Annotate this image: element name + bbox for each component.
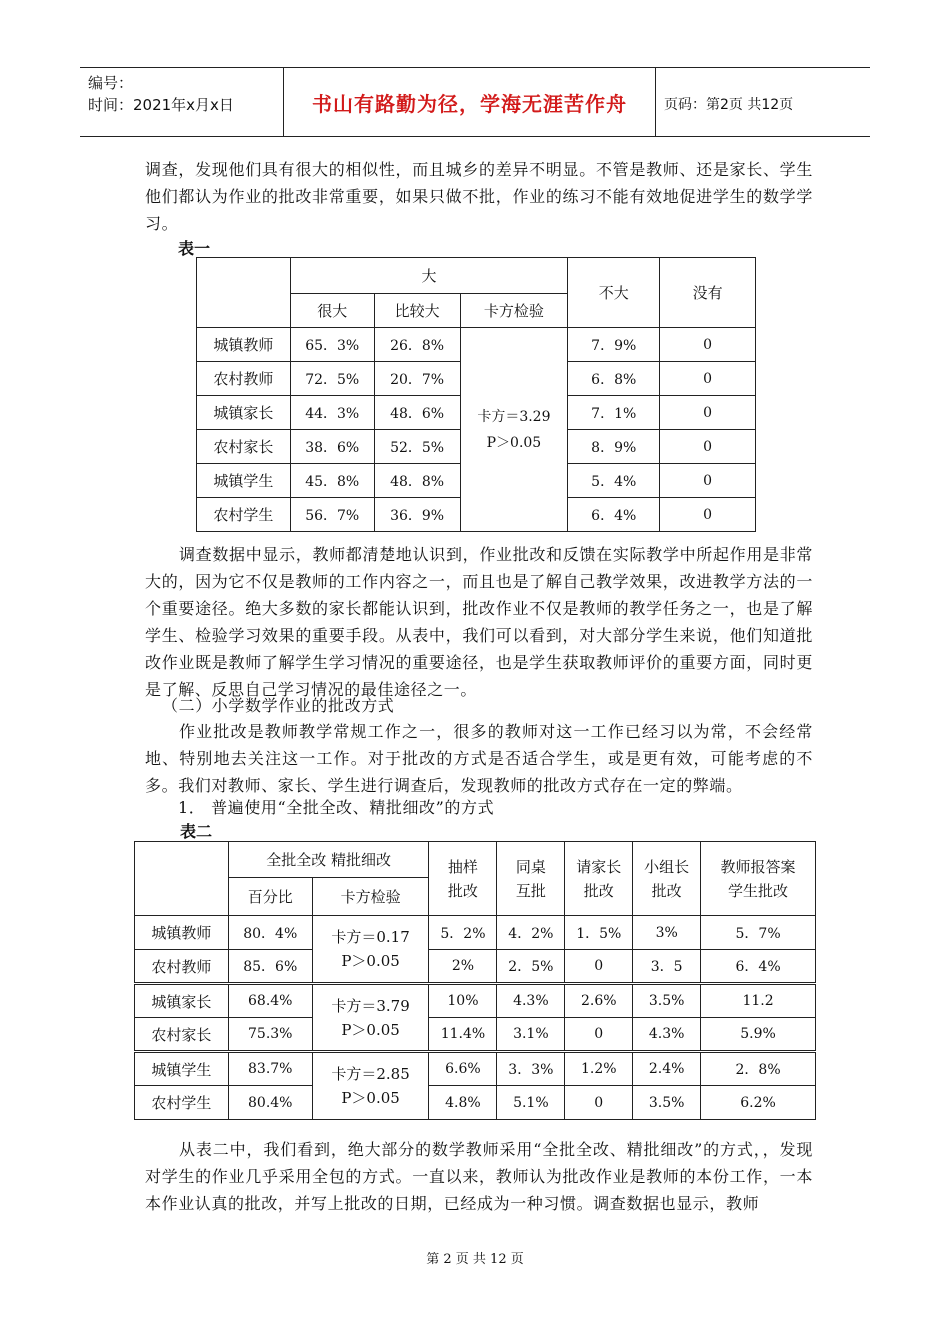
- cell-very: 38．6%: [290, 430, 374, 464]
- header-line: 批改: [583, 881, 614, 900]
- chi-value: 卡方＝0.17: [331, 928, 410, 946]
- cell-none: 0: [660, 396, 756, 430]
- cell-parent: 1．5%: [565, 916, 633, 950]
- header-line: 小组长: [644, 857, 690, 876]
- row-label: 城镇教师: [197, 328, 291, 362]
- row-label: 城镇教师: [135, 916, 229, 950]
- table-one: [196, 257, 756, 532]
- cell-not: 6．8%: [568, 362, 660, 396]
- cell-answer: 6.2%: [701, 1086, 816, 1120]
- cell-none: 0: [660, 430, 756, 464]
- table1-col-very: 很大: [290, 294, 374, 328]
- cell-not: 6．4%: [568, 498, 660, 532]
- row-label: 城镇学生: [135, 1052, 229, 1086]
- p-value: P＞0.05: [341, 1089, 400, 1107]
- cell-sample: 11.4%: [429, 1018, 497, 1052]
- section-heading: （二）小学数学作业的批改方式: [162, 696, 395, 715]
- row-label: 城镇家长: [135, 984, 229, 1018]
- cell-fairly: 52．5%: [374, 430, 460, 464]
- p-value: P＞0.05: [341, 952, 400, 970]
- table-row: [135, 984, 816, 1018]
- cell-sample: 4.8%: [429, 1086, 497, 1120]
- cell-not: 8．9%: [568, 430, 660, 464]
- table1-label: 表一: [178, 239, 211, 258]
- header-line: 学生批改: [728, 881, 789, 900]
- header-meta: [88, 72, 288, 116]
- chi-value: 卡方＝3.79: [331, 996, 410, 1015]
- cell-parent: 0: [565, 1018, 633, 1052]
- cell-parent: 0: [565, 950, 633, 984]
- table1-col-fairly: 比较大: [374, 294, 460, 328]
- header-divider: [655, 68, 656, 136]
- row-label: 农村家长: [197, 430, 291, 464]
- page-footer: 第 2 页 共 12 页: [426, 1252, 524, 1267]
- table1-chi-cell: [460, 328, 568, 532]
- cell-none: 0: [660, 328, 756, 362]
- cell-very: 65．3%: [290, 328, 374, 362]
- cell-group: 3．5: [633, 950, 701, 984]
- table2-col-group: [633, 842, 701, 916]
- table1-col-chi: 卡方检验: [460, 294, 568, 328]
- cell-group: 4.3%: [633, 1018, 701, 1052]
- header-line: 请家长: [576, 857, 622, 876]
- cell-sample: 2%: [429, 950, 497, 984]
- cell-desk: 4.3%: [497, 984, 565, 1018]
- cell-parent: 0: [565, 1086, 633, 1120]
- list-item-1: 1． 普遍使用“全批全改、精批细改”的方式: [178, 798, 495, 817]
- table1-corner: [197, 258, 291, 328]
- cell-none: 0: [660, 464, 756, 498]
- table-two: [134, 841, 816, 1120]
- table-row: [135, 1086, 816, 1120]
- cell-fairly: 26．8%: [374, 328, 460, 362]
- p-value: P＞0.05: [341, 1020, 400, 1039]
- table-row: [135, 1018, 816, 1052]
- cell-fairly: 20．7%: [374, 362, 460, 396]
- cell-group: 3.5%: [633, 1086, 701, 1120]
- cell-percent: 85．6%: [228, 950, 312, 984]
- paragraph-conclusion: 从表二中，我们看到，绝大部分的数学教师采用“全批全改、精批细改”的方式，，发现对学生的作业几乎采用全包的方式。一直以来，教师认为批改作业是教师的本份工作，一本本作业认真的批改，并写上批改的日期，已经成为一种习惯。调查数据也显示，教师: [145, 1140, 813, 1213]
- page-header: [80, 67, 870, 137]
- paragraph-correction: 作业批改是教师教学常规工作之一，很多的教师对这一工作已经习以为常，不会经常地、特别地去关注这一工作。对于批改的方式是否适合学生，或是更有效，可能考虑的不多。我们对教师、家长、学生进行调查后，发现教师的批改方式存在一定的弊端。: [145, 722, 813, 795]
- cell-none: 0: [660, 362, 756, 396]
- row-label: 城镇学生: [197, 464, 291, 498]
- cell-parent: 1.2%: [565, 1052, 633, 1086]
- table1-chi-value: 卡方＝3.29: [477, 408, 551, 425]
- cell-percent: 68.4%: [228, 984, 312, 1018]
- cell-group: 3%: [633, 916, 701, 950]
- row-label: 农村学生: [135, 1086, 229, 1120]
- table2-chi-cell: [312, 916, 429, 984]
- row-label: 农村教师: [197, 362, 291, 396]
- row-label: 农村家长: [135, 1018, 229, 1052]
- table2-col-desk: [497, 842, 565, 916]
- cell-not: 5．4%: [568, 464, 660, 498]
- table1-group-header: 大: [290, 258, 568, 294]
- cell-very: 56．7%: [290, 498, 374, 532]
- cell-desk: 3．3%: [497, 1052, 565, 1086]
- table2-group-header: 全批全改 精批细改: [228, 842, 429, 878]
- cell-sample: 10%: [429, 984, 497, 1018]
- code-label: 编号：: [88, 74, 134, 92]
- cell-answer: 6．4%: [701, 950, 816, 984]
- header-motto: 书山有路勤为径，学海无涯苦作舟: [312, 92, 627, 116]
- table2-col-parent: [565, 842, 633, 916]
- table-row: [135, 916, 816, 950]
- table1-col-not-big: 不大: [568, 258, 660, 328]
- cell-not: 7．9%: [568, 328, 660, 362]
- table-row: [197, 328, 756, 362]
- paragraph-analysis: 调查数据中显示，教师都清楚地认识到，作业批改和反馈在实际教学中所起作用是非常大的，因为它不仅是教师的工作内容之一，而且也是了解自己教学效果，改进教学方法的一个重要途径。绝大多数的家长都能认识到，批改作业不仅是教师的教学任务之一，也是了解学生、检验学习效果的重要手段。从表中，我们可以看到，对大部分学生来说，他们知道批改作业既是教师了解学生学习情况的重要途径，也是学生获取教师评价的重要方面，同时更是了解、反思自己学习情况的最佳途径之一。: [145, 545, 813, 699]
- cell-parent: 2.6%: [565, 984, 633, 1018]
- cell-answer: 5.9%: [701, 1018, 816, 1052]
- cell-desk: 3.1%: [497, 1018, 565, 1052]
- cell-answer: 11.2: [701, 984, 816, 1018]
- date-label: 时间：2021年x月x日: [88, 96, 234, 114]
- cell-answer: 2．8%: [701, 1052, 816, 1086]
- table-row: [135, 950, 816, 984]
- header-line: 批改: [447, 881, 478, 900]
- cell-fairly: 36．9%: [374, 498, 460, 532]
- chi-value: 卡方＝2.85: [331, 1065, 410, 1083]
- cell-desk: 2．5%: [497, 950, 565, 984]
- table2-chi-cell: [312, 1052, 429, 1120]
- table2-chi-cell: [312, 984, 429, 1052]
- cell-percent: 83.7%: [228, 1052, 312, 1086]
- cell-none: 0: [660, 498, 756, 532]
- paragraph-intro: 调查，发现他们具有很大的相似性，而且城乡的差异不明显。不管是教师、还是家长、学生他们都认为作业的批改非常重要，如果只做不批，作业的练习不能有效地促进学生的数学学习。: [145, 160, 813, 233]
- cell-sample: 6.6%: [429, 1052, 497, 1086]
- cell-very: 72．5%: [290, 362, 374, 396]
- cell-desk: 5.1%: [497, 1086, 565, 1120]
- header-line: 教师报答案: [720, 857, 796, 876]
- cell-percent: 80.4%: [228, 1086, 312, 1120]
- header-page-info: 页码：第2页 共12页: [664, 97, 794, 113]
- table2-corner: [135, 842, 229, 916]
- table-row: [135, 1052, 816, 1086]
- cell-group: 2.4%: [633, 1052, 701, 1086]
- header-line: 抽样: [447, 857, 478, 876]
- cell-percent: 80．4%: [228, 916, 312, 950]
- header-line: 批改: [651, 881, 682, 900]
- table1-col-none: 没有: [660, 258, 756, 328]
- cell-sample: 5．2%: [429, 916, 497, 950]
- row-label: 农村学生: [197, 498, 291, 532]
- cell-not: 7．1%: [568, 396, 660, 430]
- cell-desk: 4．2%: [497, 916, 565, 950]
- row-label: 城镇家长: [197, 396, 291, 430]
- header-line: 同桌: [515, 857, 546, 876]
- cell-percent: 75.3%: [228, 1018, 312, 1052]
- cell-fairly: 48．6%: [374, 396, 460, 430]
- row-label: 农村教师: [135, 950, 229, 984]
- header-line: 互批: [515, 881, 546, 900]
- table2-col-percent: 百分比: [228, 878, 312, 916]
- table2-col-chi: 卡方检验: [312, 878, 429, 916]
- table2-label: 表二: [180, 822, 213, 841]
- table2-col-sample: [429, 842, 497, 916]
- cell-group: 3.5%: [633, 984, 701, 1018]
- cell-fairly: 48．8%: [374, 464, 460, 498]
- cell-very: 44．3%: [290, 396, 374, 430]
- cell-answer: 5．7%: [701, 916, 816, 950]
- cell-very: 45．8%: [290, 464, 374, 498]
- table2-col-answer: [701, 842, 816, 916]
- table1-p-value: P＞0.05: [486, 434, 542, 451]
